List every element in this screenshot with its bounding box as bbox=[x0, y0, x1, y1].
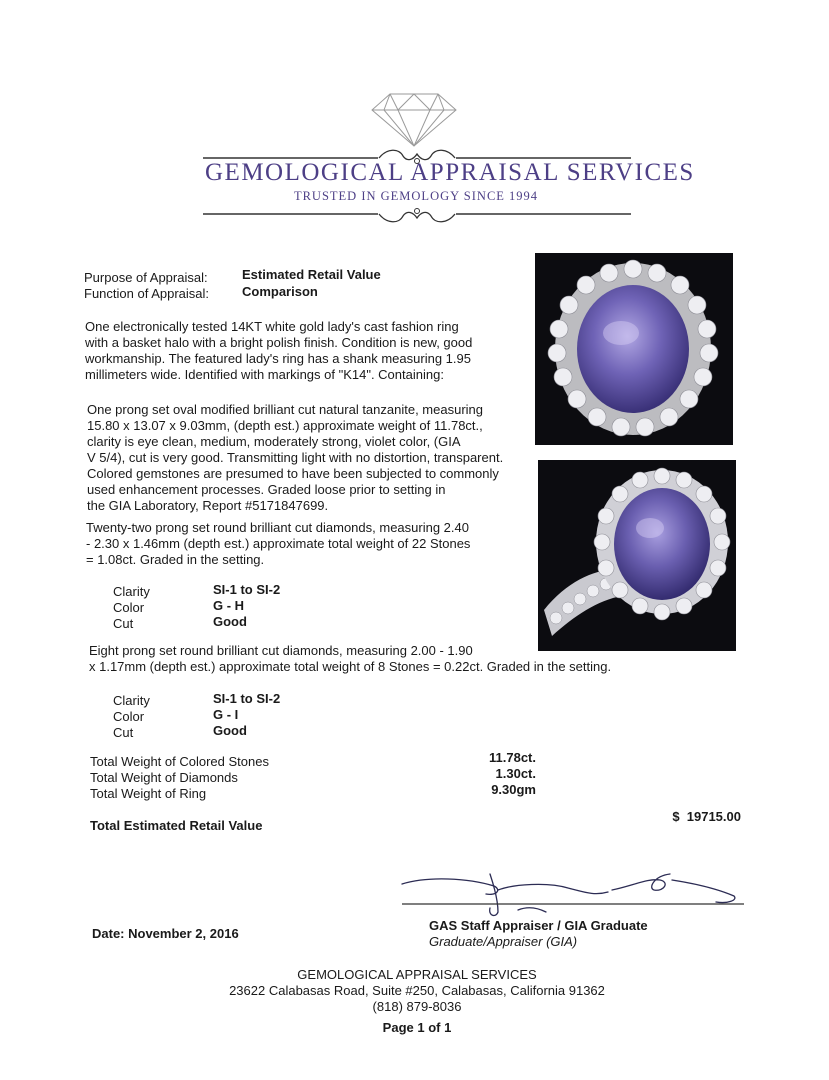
paragraph-line: One electronically tested 14KT white gold lady's cast fashion ring bbox=[85, 319, 459, 334]
appraiser-title: GAS Staff Appraiser / GIA Graduate bbox=[429, 918, 648, 933]
paragraph-line: workmanship. The featured lady's ring has a shank measuring 1.95 bbox=[85, 351, 471, 366]
paragraph-line: One prong set oval modified brilliant cut natural tanzanite, measuring bbox=[87, 402, 483, 417]
footer-company: GEMOLOGICAL APPRAISAL SERVICES bbox=[297, 967, 537, 982]
paragraph-line: Twenty-two prong set round brilliant cut diamonds, measuring 2.40 bbox=[86, 520, 469, 535]
total-label: Total Weight of Diamonds bbox=[90, 770, 238, 785]
total-value: 9.30gm bbox=[491, 782, 536, 797]
paragraph-line: - 2.30 x 1.46mm (depth est.) approximate total weight of 22 Stones bbox=[86, 536, 471, 551]
function-value: Comparison bbox=[242, 284, 318, 299]
total-label: Total Weight of Ring bbox=[90, 786, 207, 801]
purpose-value: Estimated Retail Value bbox=[242, 267, 381, 282]
paragraph-line: Eight prong set round brilliant cut diamonds, measuring 2.00 - 1.90 bbox=[89, 643, 473, 658]
grade-label: Color bbox=[113, 600, 145, 615]
diamond-logo-icon bbox=[370, 92, 458, 148]
paragraph-line: with a basket halo with a bright polish finish. Condition is new, good bbox=[85, 335, 473, 350]
bottom-flourish-icon bbox=[203, 204, 631, 226]
paragraph-line: millimeters wide. Identified with markings of "K14". Containing: bbox=[85, 367, 444, 382]
page-number: Page 1 of 1 bbox=[382, 1020, 452, 1035]
paragraph-line: x 1.17mm (depth est.) approximate total weight of 8 Stones = 0.22ct. Graded in the setting. bbox=[89, 659, 612, 674]
grade-label: Cut bbox=[113, 725, 134, 740]
grade-value: SI-1 to SI-2 bbox=[213, 582, 281, 597]
footer-address: 23622 Calabasas Road, Suite #250, Calabasas, California 91362 bbox=[229, 983, 605, 998]
grade-value: G - I bbox=[213, 707, 239, 722]
ring-photo-top bbox=[535, 253, 733, 445]
grade-value: Good bbox=[213, 723, 247, 738]
grade-label: Color bbox=[113, 709, 145, 724]
signature-icon bbox=[398, 866, 748, 922]
retail-value-amount: $ 19715.00 bbox=[672, 809, 741, 824]
paragraph-line: the GIA Laboratory, Report #5171847699. bbox=[87, 498, 329, 513]
grade-value: G - H bbox=[213, 598, 245, 613]
ring-top-view-image bbox=[535, 253, 733, 445]
total-label: Total Weight of Colored Stones bbox=[90, 754, 269, 769]
appraiser-subtitle: Graduate/Appraiser (GIA) bbox=[429, 934, 578, 949]
purpose-label: Purpose of Appraisal: bbox=[84, 270, 208, 285]
total-value: 1.30ct. bbox=[495, 766, 536, 781]
appraisal-date: Date: November 2, 2016 bbox=[92, 926, 239, 941]
company-tagline: TRUSTED IN GEMOLOGY SINCE 1994 bbox=[293, 189, 539, 203]
ring-photo-angle bbox=[538, 460, 736, 651]
retail-value-label: Total Estimated Retail Value bbox=[90, 818, 263, 833]
paragraph-line: Colored gemstones are presumed to have been subjected to commonly bbox=[87, 466, 499, 481]
company-title: GEMOLOGICAL APPRAISAL SERVICES bbox=[205, 159, 695, 186]
paragraph-line: 15.80 x 13.07 x 9.03mm, (depth est.) approximate weight of 11.78ct., bbox=[87, 418, 483, 433]
paragraph-line: V 5/4), cut is very good. Transmitting light with no distortion, transparent. bbox=[87, 450, 504, 465]
paragraph-line: = 1.08ct. Graded in the setting. bbox=[86, 552, 265, 567]
grade-label: Cut bbox=[113, 616, 134, 631]
ring-angle-view-image bbox=[538, 460, 736, 651]
function-label: Function of Appraisal: bbox=[84, 286, 210, 301]
paragraph-line: clarity is eye clean, medium, moderately strong, violet color, (GIA bbox=[87, 434, 461, 449]
total-value: 11.78ct. bbox=[489, 750, 536, 765]
grade-label: Clarity bbox=[113, 693, 150, 708]
footer-phone: (818) 879-8036 bbox=[372, 999, 462, 1014]
grade-value: SI-1 to SI-2 bbox=[213, 691, 281, 706]
grade-value: Good bbox=[213, 614, 247, 629]
paragraph-line: used enhancement processes. Graded loose prior to setting in bbox=[87, 482, 446, 497]
grade-label: Clarity bbox=[113, 584, 150, 599]
